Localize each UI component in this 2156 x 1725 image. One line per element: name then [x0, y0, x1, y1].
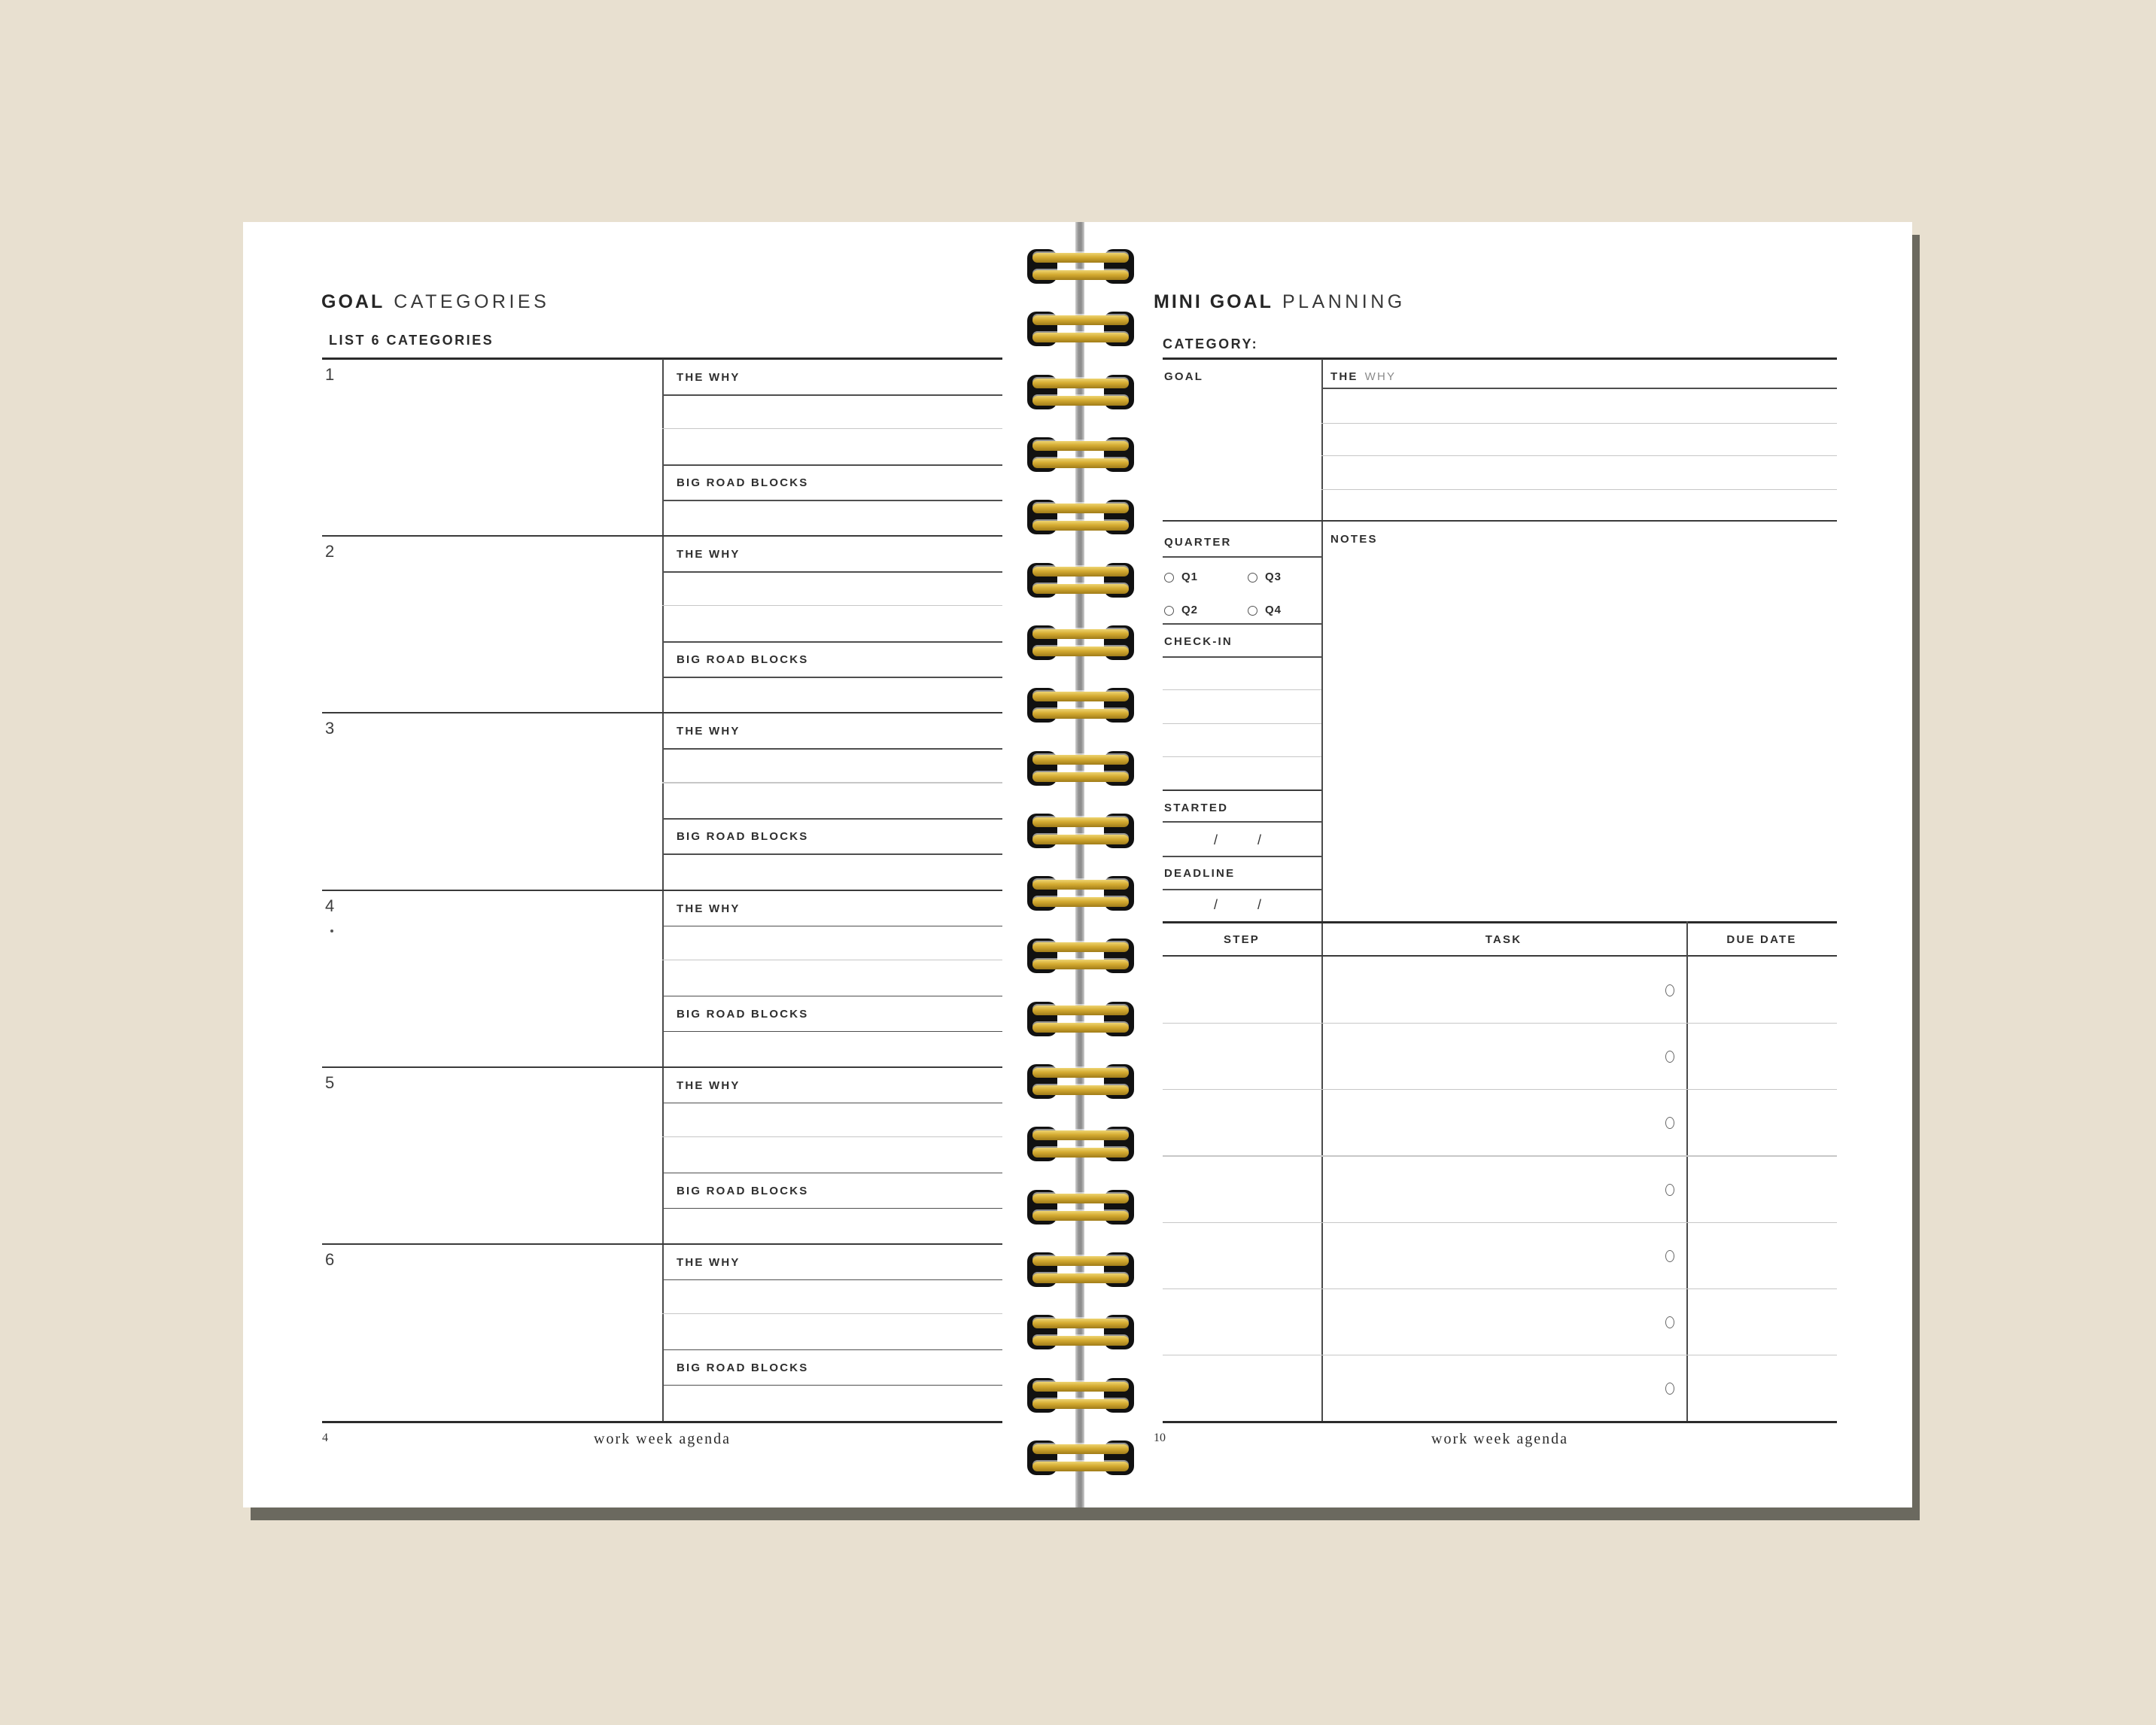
coil-bar [1032, 333, 1129, 342]
due-date-column-divider [1686, 921, 1688, 1422]
why-writing-rule [662, 926, 1002, 927]
roadblocks-top-rule [662, 818, 1002, 820]
checkin-writing-line [1163, 689, 1321, 690]
coil-bar [1032, 1023, 1129, 1033]
binding-coil [1027, 688, 1134, 723]
big-road-blocks-label: BIG ROAD BLOCKS [677, 830, 809, 844]
roadblocks-writing-rule [662, 677, 1002, 678]
left-table-column-divider [662, 359, 664, 1422]
binding-coil [1027, 249, 1134, 284]
checkin-underline [1163, 656, 1321, 658]
ink-dot [330, 929, 333, 932]
q1-option-label: Q1 [1181, 570, 1199, 583]
started-label: STARTED [1164, 802, 1229, 814]
left-table-bottom-rule [322, 1421, 1002, 1423]
coil-bar [1032, 755, 1129, 765]
coil-bar [1032, 1256, 1129, 1266]
roadblocks-top-rule [662, 464, 1002, 466]
task-table-top-rule [1163, 921, 1837, 923]
coil-bar [1032, 960, 1129, 969]
big-road-blocks-label: BIG ROAD BLOCKS [677, 476, 809, 489]
q4-radio-circle [1248, 606, 1257, 616]
roadblocks-top-rule [662, 1349, 1002, 1351]
why-writing-rule [662, 394, 1002, 396]
task-row-separator [1163, 1023, 1837, 1024]
deadline-label: DEADLINE [1164, 867, 1236, 880]
task-bullet-circle [1665, 1051, 1674, 1063]
why-writing-rule [1321, 455, 1837, 456]
task-row-separator [1163, 1222, 1837, 1223]
task-row-separator [1163, 1288, 1837, 1289]
coil-bar [1032, 709, 1129, 719]
binding-coil [1027, 437, 1134, 472]
why-writing-rule [662, 428, 1002, 429]
why-writing-rule [662, 605, 1002, 606]
category-number: 3 [325, 719, 335, 738]
checkin-label: CHECK-IN [1164, 635, 1233, 648]
task-row-separator [1163, 1155, 1837, 1156]
roadblocks-top-rule [662, 1173, 1002, 1174]
task-row-separator [1163, 1089, 1837, 1090]
binding-coil [1027, 312, 1134, 346]
right-page-title [1154, 291, 1406, 313]
section-divider-rule [322, 712, 1002, 713]
coil-bar [1032, 897, 1129, 907]
binding-coil [1027, 1441, 1134, 1475]
binding-coil [1027, 500, 1134, 534]
coil-bar [1032, 1336, 1129, 1346]
why-writing-rule [662, 1279, 1002, 1281]
why-writing-rule [662, 571, 1002, 573]
why-writing-rule [662, 782, 1002, 783]
task-bullet-circle [1665, 984, 1674, 996]
binding-coil [1027, 939, 1134, 973]
goal-row-bottom-rule [1163, 520, 1837, 522]
the-why-label: THE WHY [677, 902, 740, 915]
category-number: 5 [325, 1072, 335, 1092]
coil-bar [1032, 942, 1129, 952]
coil-bar [1032, 1068, 1129, 1078]
big-road-blocks-label: BIG ROAD BLOCKS [677, 1007, 809, 1021]
why-writing-rule [662, 1313, 1002, 1314]
notes-label: NOTES [1330, 533, 1378, 546]
coil-bar [1032, 1211, 1129, 1221]
left-page-title [321, 291, 549, 313]
right-page-title-rest: PLANNING [1282, 291, 1406, 312]
binding-coil [1027, 751, 1134, 786]
due-date-column-header: DUE DATE [1726, 933, 1797, 946]
coil-bar [1032, 379, 1129, 388]
the-why-light: WHY [1364, 370, 1397, 383]
big-road-blocks-label: BIG ROAD BLOCKS [677, 1361, 809, 1374]
the-why-label: THE WHY [677, 548, 740, 561]
task-bullet-circle [1665, 1383, 1674, 1395]
coil-bar [1032, 458, 1129, 468]
right-table-main-divider [1321, 359, 1323, 1422]
checkin-writing-line [1163, 756, 1321, 757]
binding-coil [1027, 1315, 1134, 1349]
coil-bar [1032, 270, 1129, 280]
binding-coil [1027, 876, 1134, 911]
the-why-label: THE WHY [677, 1079, 740, 1092]
coil-bar [1032, 1085, 1129, 1095]
coil-bar [1032, 253, 1129, 263]
checkin-block-bottom-rule [1163, 789, 1321, 791]
the-why-label: THE WHY [677, 1255, 740, 1269]
category-number: 4 [325, 896, 335, 915]
deadline-date-slash: / [1257, 897, 1262, 912]
coil-bar [1032, 1462, 1129, 1471]
q3-option-label: Q3 [1265, 570, 1282, 583]
step-column-header: STEP [1224, 933, 1260, 946]
roadblocks-writing-rule [662, 500, 1002, 501]
why-writing-rule [1321, 423, 1837, 424]
right-table-top-rule [1163, 357, 1837, 360]
roadblocks-top-rule [662, 641, 1002, 643]
section-divider-rule [322, 890, 1002, 891]
category-number: 1 [325, 365, 335, 384]
right-page-number: 10 [1154, 1431, 1166, 1444]
checkin-writing-line [1163, 723, 1321, 724]
roadblocks-writing-rule [662, 1031, 1002, 1033]
section-divider-rule [322, 1243, 1002, 1245]
q4-option-label: Q4 [1265, 604, 1282, 616]
category-number: 6 [325, 1249, 335, 1269]
task-table-header-rule [1163, 955, 1837, 957]
q1-radio-circle [1164, 573, 1174, 583]
coil-bar [1032, 880, 1129, 890]
binding-coil [1027, 1002, 1134, 1036]
left-page-subtitle: LIST 6 CATEGORIES [329, 333, 494, 348]
why-writing-rule [1321, 489, 1837, 490]
binding-coil [1027, 563, 1134, 598]
binding-coil [1027, 1378, 1134, 1413]
coil-bar [1032, 646, 1129, 656]
deadline-date-slash: / [1214, 897, 1218, 912]
the-why-label: THE WHY [677, 725, 740, 738]
coil-bar [1032, 441, 1129, 451]
coil-bar [1032, 692, 1129, 701]
left-page-footer: work week agenda [594, 1431, 731, 1447]
quarter-underline [1163, 556, 1321, 558]
coil-bar [1032, 1319, 1129, 1328]
started-date-slash: / [1214, 832, 1218, 847]
coil-bar [1032, 1273, 1129, 1283]
coil-bar [1032, 567, 1129, 577]
coil-bar [1032, 504, 1129, 513]
roadblocks-top-rule [662, 996, 1002, 997]
started-row-bottom-rule [1163, 856, 1321, 857]
right-page-title-bold: MINI GOAL [1154, 291, 1273, 312]
q2-option-label: Q2 [1181, 604, 1199, 616]
right-table-bottom-rule [1163, 1421, 1837, 1423]
left-page-number: 4 [322, 1431, 328, 1444]
binding-coil [1027, 1127, 1134, 1161]
coil-bar [1032, 1194, 1129, 1203]
the-why-cell-label [1330, 370, 1396, 385]
coil-bar [1032, 315, 1129, 325]
right-page-footer: work week agenda [1431, 1431, 1568, 1447]
left-page-title-bold: GOAL [321, 291, 385, 312]
why-writing-rule [662, 748, 1002, 750]
q3-radio-circle [1248, 573, 1257, 583]
coil-bar [1032, 1148, 1129, 1158]
task-bullet-circle [1665, 1250, 1674, 1262]
coil-bar [1032, 396, 1129, 406]
task-bullet-circle [1665, 1184, 1674, 1196]
started-underline [1163, 821, 1321, 823]
why-writing-rule [1321, 388, 1837, 389]
left-page-title-rest: CATEGORIES [394, 291, 550, 312]
section-divider-rule [322, 535, 1002, 537]
coil-bar [1032, 521, 1129, 531]
task-column-header: TASK [1485, 933, 1522, 946]
coil-bar [1032, 772, 1129, 782]
big-road-blocks-label: BIG ROAD BLOCKS [677, 653, 809, 667]
why-writing-rule [662, 1136, 1002, 1137]
coil-bar [1032, 835, 1129, 844]
roadblocks-writing-rule [662, 1208, 1002, 1209]
coil-bar [1032, 584, 1129, 594]
binding-coil [1027, 814, 1134, 848]
coil-bar [1032, 1399, 1129, 1409]
the-why-bold: THE [1330, 370, 1358, 383]
big-road-blocks-label: BIG ROAD BLOCKS [677, 1184, 809, 1197]
binding-coil [1027, 1190, 1134, 1225]
coil-bar [1032, 629, 1129, 639]
task-bullet-circle [1665, 1316, 1674, 1328]
category-field-label: CATEGORY: [1163, 336, 1259, 351]
why-writing-rule [662, 1103, 1002, 1104]
q2-radio-circle [1164, 606, 1174, 616]
roadblocks-writing-rule [662, 853, 1002, 855]
deadline-underline [1163, 889, 1321, 890]
coil-bar [1032, 1005, 1129, 1015]
category-number: 2 [325, 542, 335, 561]
the-why-label: THE WHY [677, 371, 740, 384]
binding-coil [1027, 375, 1134, 409]
coil-bar [1032, 1382, 1129, 1392]
quarter-label: QUARTER [1164, 536, 1232, 549]
section-divider-rule [322, 1066, 1002, 1068]
goal-cell-label: GOAL [1164, 370, 1204, 383]
quarter-block-bottom-rule [1163, 623, 1321, 625]
started-date-slash: / [1257, 832, 1262, 847]
task-bullet-circle [1665, 1117, 1674, 1129]
binding-coil [1027, 1252, 1134, 1287]
coil-bar [1032, 1444, 1129, 1454]
binding-coil [1027, 625, 1134, 660]
coil-bar [1032, 817, 1129, 827]
binding-coil [1027, 1064, 1134, 1099]
coil-bar [1032, 1130, 1129, 1140]
roadblocks-writing-rule [662, 1385, 1002, 1386]
